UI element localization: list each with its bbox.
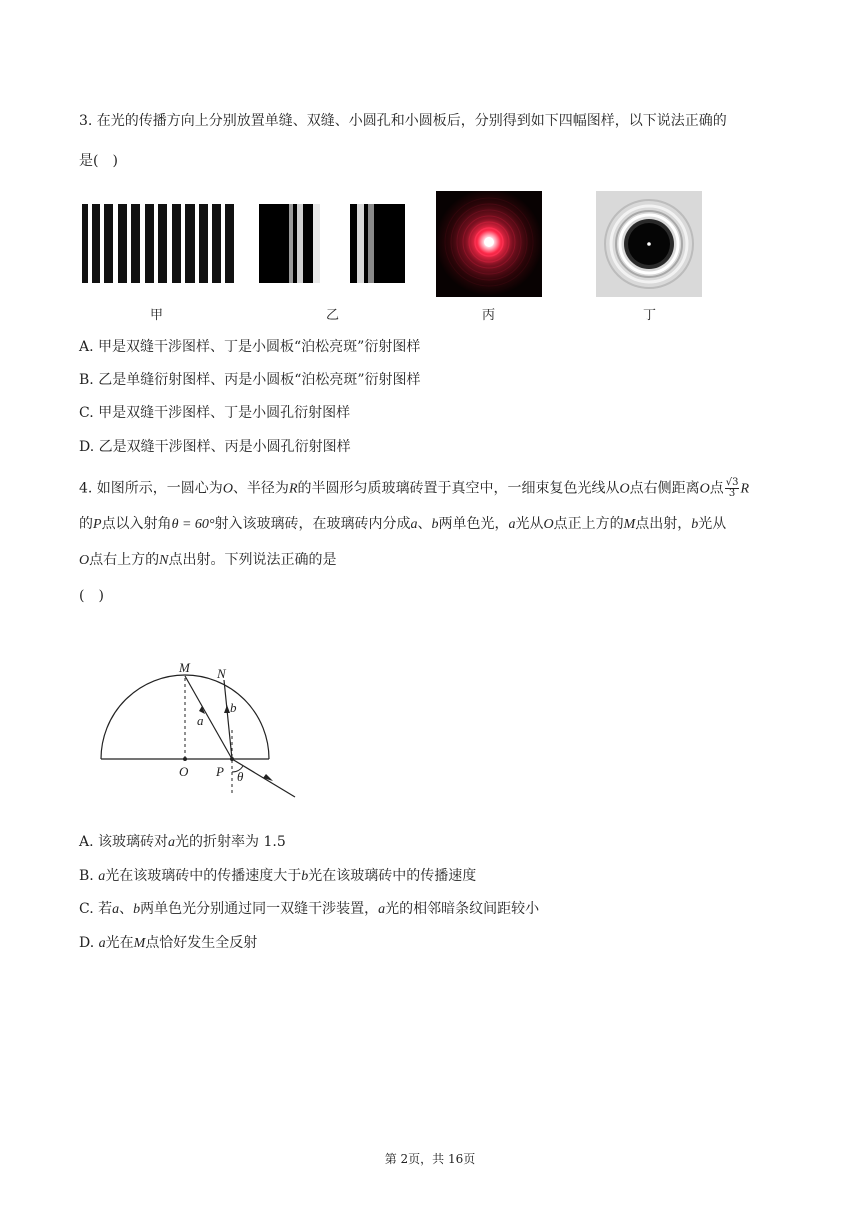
q4-option-d: D. a光在M点恰好发生全反射 <box>79 935 258 951</box>
q4-stem-line2: 的P点以入射角θ = 60°射入该玻璃砖，在玻璃砖内分成a、b两单色光，a光从O点正上方的M点出射，b光从 <box>79 516 727 532</box>
label-p: P <box>216 764 224 779</box>
label-o: O <box>179 764 189 779</box>
label-theta: θ <box>237 769 244 784</box>
page-footer: 第 2页，共 16页 <box>384 1152 476 1166</box>
incident-arrowhead <box>263 774 273 781</box>
q4-option-b: B. a光在该玻璃砖中的传播速度大于b光在该玻璃砖中的传播速度 <box>79 868 477 884</box>
caption-yi: 乙 <box>326 308 340 323</box>
point-o <box>183 757 187 761</box>
semicircle-glass-diagram <box>90 650 310 805</box>
q4-answer-paren: ( ) <box>79 588 104 604</box>
pattern-image-bing <box>436 191 542 297</box>
caption-bing: 丙 <box>482 308 496 323</box>
q4-option-a: A. 该玻璃砖对a光的折射率为 1.5 <box>79 834 286 850</box>
q3-option-a: A. 甲是双缝干涉图样、丁是小圆板“泊松亮斑”衍射图样 <box>79 339 421 355</box>
q3-option-b: B. 乙是单缝衍射图样、丙是小圆板“泊松亮斑”衍射图样 <box>79 372 421 388</box>
label-ray-a: a <box>197 713 204 728</box>
q4-option-c: C. 若a、b两单色光分别通过同一双缝干涉装置，a光的相邻暗条纹间距较小 <box>79 901 540 917</box>
label-ray-b: b <box>230 700 237 715</box>
q3-option-c: C. 甲是双缝干涉图样、丁是小圆孔衍射图样 <box>79 405 351 421</box>
pattern-image-ding <box>596 191 702 297</box>
q3-stem-line2: 是( ) <box>79 153 118 169</box>
label-m: M <box>179 660 190 675</box>
label-n: N <box>217 666 226 681</box>
caption-ding: 丁 <box>643 308 657 323</box>
q4-stem-line1: 4. 如图所示，一圆心为O、半径为R的半圆形匀质玻璃砖置于真空中，一细束复色光线从O点右侧距离O点 $\frac{√3}{3}$ R <box>79 477 750 499</box>
q4-stem-line3: O点右上方的N点出射。下列说法正确的是 <box>79 552 337 568</box>
q3-stem-line1: 3. 在光的传播方向上分别放置单缝、双缝、小圆孔和小圆板后，分别得到如下四幅图样，以下说法正确的 <box>79 113 727 129</box>
pattern-image-yi <box>259 204 405 283</box>
caption-jia: 甲 <box>150 308 164 323</box>
fraction-sqrt3-over-3: $\frac{√3}{3}$ <box>725 477 739 499</box>
pattern-image-jia <box>82 204 236 283</box>
q3-option-d: D. 乙是双缝干涉图样、丙是小圆孔衍射图样 <box>79 439 351 455</box>
point-p <box>230 757 234 761</box>
